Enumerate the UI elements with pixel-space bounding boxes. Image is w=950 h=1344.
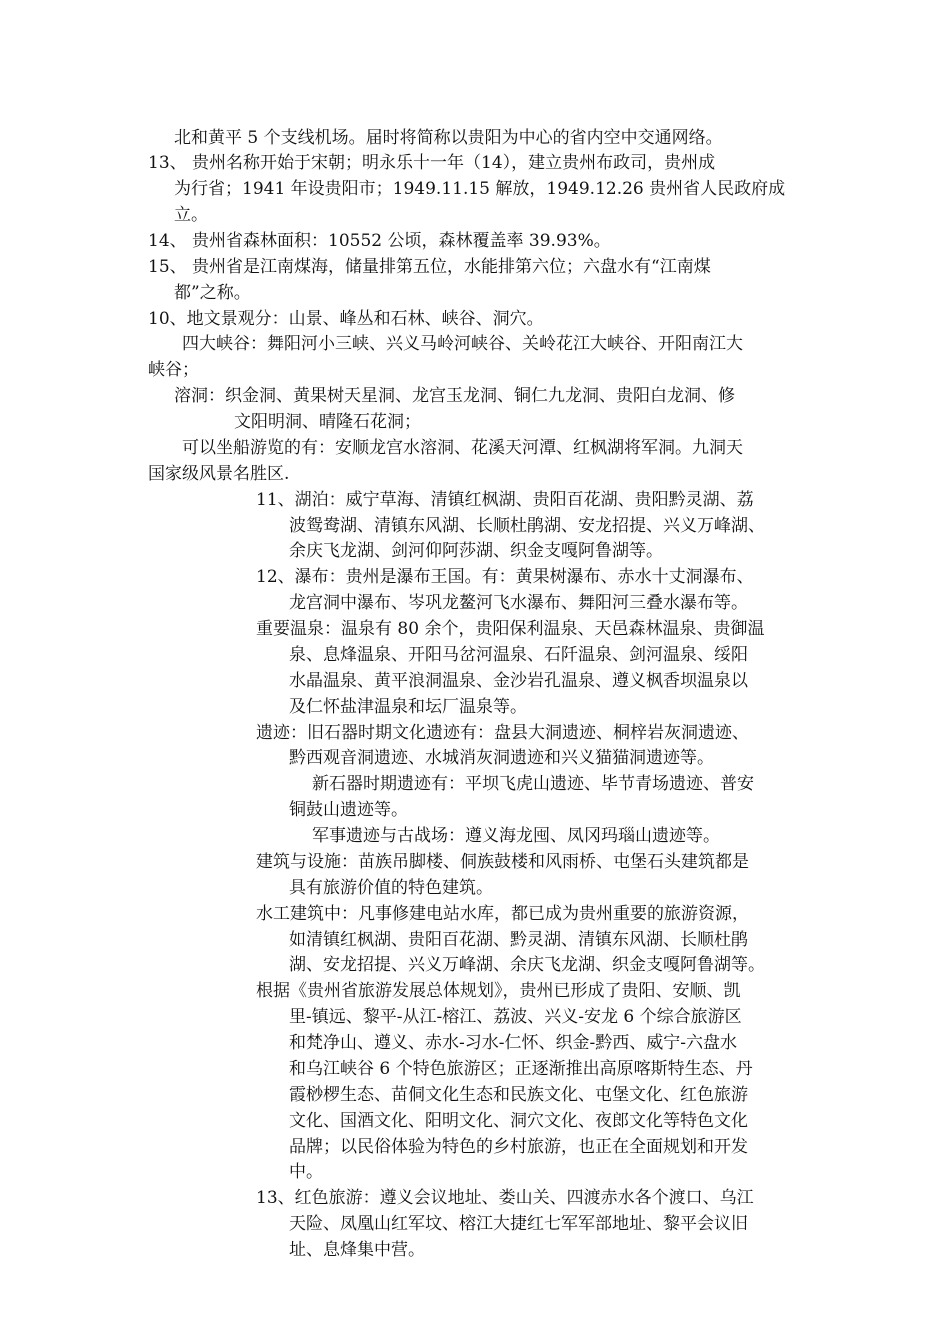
text-line: 溶洞：织金洞、黄果树天星洞、龙宫玉龙洞、铜仁九龙洞、贵阳白龙洞、修 <box>174 386 735 406</box>
text-line: 具有旅游价值的特色建筑。 <box>289 878 493 898</box>
text-line: 根据《贵州省旅游发展总体规划》，贵州已形成了贵阳、安顺、凯 <box>256 981 741 1001</box>
text-line: 和乌江峡谷 6 个特色旅游区；正逐渐推出高原喀斯特生态、丹 <box>289 1059 753 1079</box>
text-line: 波鸳鸯湖、清镇东风湖、长顺杜鹃湖、安龙招提、兴义万峰湖、 <box>289 516 765 536</box>
text-line: 10、地文景观分：山景、峰丛和石林、峡谷、洞穴。 <box>148 309 544 329</box>
text-line: 湖、安龙招提、兴义万峰湖、余庆飞龙湖、织金支嘎阿鲁湖等。 <box>289 955 765 975</box>
text-line: 12、瀑布：贵州是瀑布王国。有：黄果树瀑布、赤水十丈洞瀑布、 <box>256 567 754 587</box>
text-line: 为行省；1941 年设贵阳市；1949.11.15 解放，1949.12.26 贵州省人民政府成 <box>174 179 786 199</box>
text-line: 11、湖泊：威宁草海、清镇红枫湖、贵阳百花湖、贵阳黔灵湖、荔 <box>256 490 754 510</box>
text-line: 如清镇红枫湖、贵阳百花湖、黔灵湖、清镇东风湖、长顺杜鹃 <box>289 930 748 950</box>
text-line: 军事遗迹与古战场：遵义海龙囤、凤冈玛瑙山遗迹等。 <box>312 826 720 846</box>
text-line: 及仁怀盐津温泉和坛厂温泉等。 <box>289 697 527 717</box>
text-line: 遗迹：旧石器时期文化遗迹有：盘县大洞遗迹、桐梓岩灰洞遗迹、 <box>256 723 749 743</box>
text-line: 和梵净山、遵义、赤水-习水-仁怀、织金-黔西、威宁-六盘水 <box>289 1033 737 1053</box>
text-line: 中。 <box>289 1162 323 1182</box>
text-line: 址、息烽集中营。 <box>289 1240 425 1260</box>
text-line: 品牌；以民俗体验为特色的乡村旅游，也正在全面规划和开发 <box>289 1137 748 1157</box>
text-line: 13、 贵州名称开始于宋朝；明永乐十一年（14），建立贵州布政司，贵州成 <box>148 153 716 173</box>
text-line: 文阳明洞、晴隆石花洞； <box>234 412 421 432</box>
text-line: 都”之称。 <box>174 283 251 303</box>
text-line: 龙宫洞中瀑布、岑巩龙鳌河飞水瀑布、舞阳河三叠水瀑布等。 <box>289 593 748 613</box>
text-line: 铜鼓山遗迹等。 <box>289 800 408 820</box>
text-line: 国家级风景名胜区. <box>148 464 290 484</box>
text-line: 北和黄平 5 个支线机场。届时将简称以贵阳为中心的省内空中交通网络。 <box>174 128 723 148</box>
text-line: 14、 贵州省森林面积：10552 公顷，森林覆盖率 39.93%。 <box>148 231 611 251</box>
text-line: 余庆飞龙湖、剑河仰阿莎湖、织金支嘎阿鲁湖等。 <box>289 541 663 561</box>
text-line: 水工建筑中：凡事修建电站水库，都已成为贵州重要的旅游资源， <box>256 904 749 924</box>
text-line: 新石器时期遗迹有：平坝飞虎山遗迹、毕节青场遗迹、普安 <box>312 774 754 794</box>
text-line: 13、红色旅游：遵义会议地址、娄山关、四渡赤水各个渡口、乌江 <box>256 1188 754 1208</box>
text-line: 文化、国酒文化、阳明文化、洞穴文化、夜郎文化等特色文化 <box>289 1111 748 1131</box>
text-line: 黔西观音洞遗迹、水城消灰洞遗迹和兴义猫猫洞遗迹等。 <box>289 748 714 768</box>
text-line: 峡谷； <box>148 360 199 380</box>
text-line: 建筑与设施：苗族吊脚楼、侗族鼓楼和风雨桥、屯堡石头建筑都是 <box>256 852 749 872</box>
text-line: 可以坐船游览的有：安顺龙宫水溶洞、花溪天河潭、红枫湖将军洞。九洞天 <box>182 438 743 458</box>
text-line: 霞桫椤生态、苗侗文化生态和民族文化、屯堡文化、红色旅游 <box>289 1085 748 1105</box>
text-line: 泉、息烽温泉、开阳马岔河温泉、石阡温泉、剑河温泉、绥阳 <box>289 645 748 665</box>
text-line: 天险、凤凰山红军坟、榕江大捷红七军军部地址、黎平会议旧 <box>289 1214 748 1234</box>
text-line: 水晶温泉、黄平浪洞温泉、金沙岩孔温泉、遵义枫香坝温泉以 <box>289 671 748 691</box>
text-line: 重要温泉：温泉有 80 余个，贵阳保利温泉、天邑森林温泉、贵御温 <box>256 619 765 639</box>
text-line: 四大峡谷：舞阳河小三峡、兴义马岭河峡谷、关岭花江大峡谷、开阳南江大 <box>182 334 743 354</box>
text-line: 里-镇远、黎平-从江-榕江、荔波、兴义-安龙 6 个综合旅游区 <box>289 1007 742 1027</box>
text-line: 15、 贵州省是江南煤海，储量排第五位，水能排第六位；六盘水有“江南煤 <box>148 257 711 277</box>
text-line: 立。 <box>174 205 208 225</box>
